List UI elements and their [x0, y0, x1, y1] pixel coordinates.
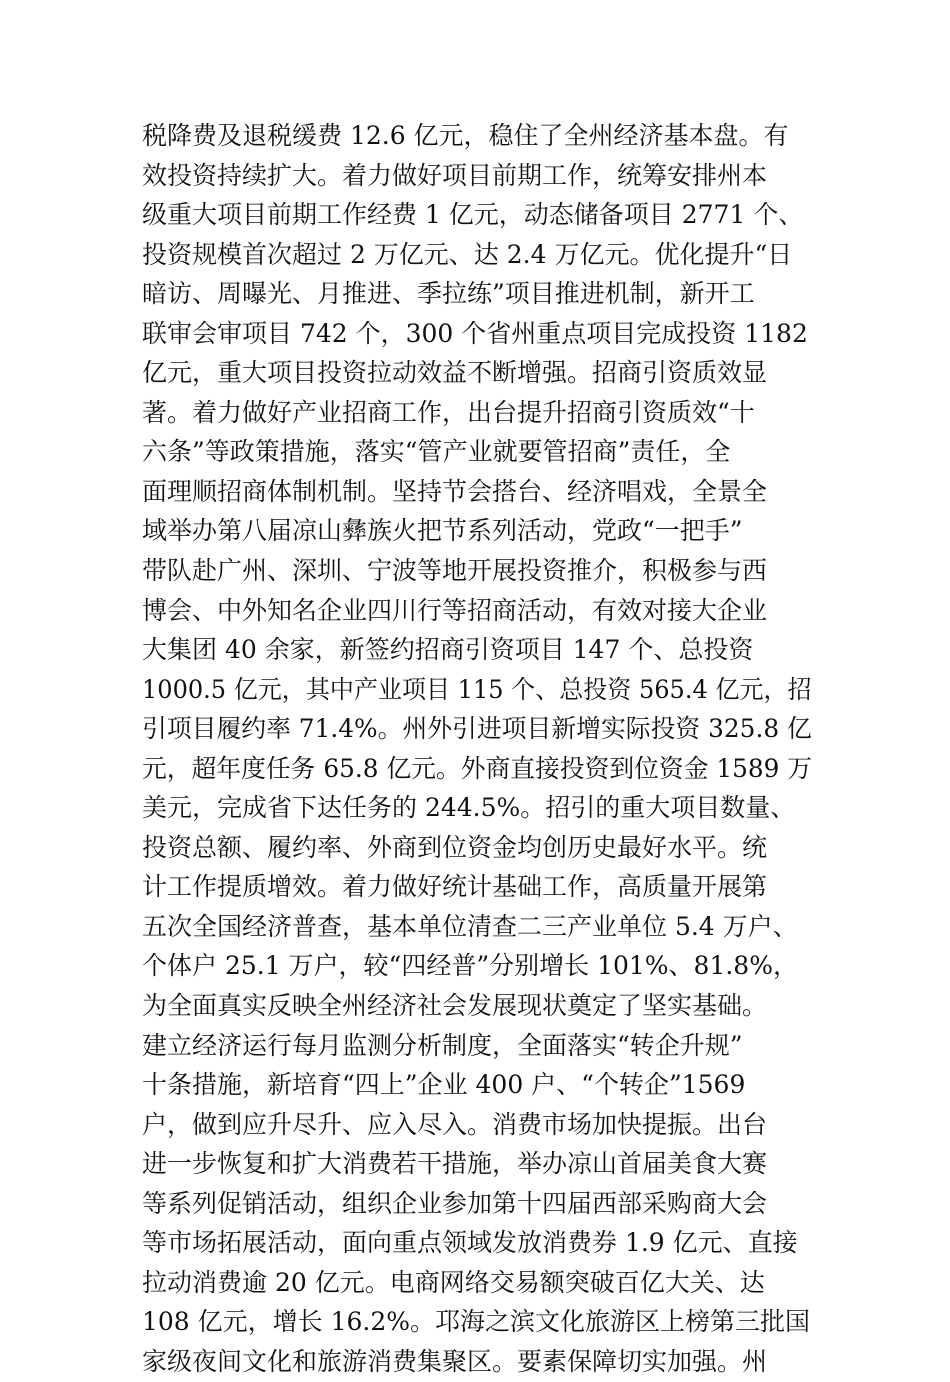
text-line: 投资总额、履约率、外商到位资金均创历史最好水平。统	[142, 832, 768, 862]
text-line: 亿元，重大项目投资拉动效益不断增强。招商引资质效显	[142, 358, 768, 388]
text-line: 大集团 40 余家，新签约招商引资项目 147 个、总投资	[142, 635, 754, 665]
text-line: 著。着力做好产业招商工作，出台提升招商引资质效“十	[142, 397, 755, 427]
text-line: 效投资持续扩大。着力做好项目前期工作，统筹安排州本	[142, 160, 768, 190]
text-line: 计工作提质增效。着力做好统计基础工作，高质量开展第	[142, 872, 768, 902]
text-line: 家级夜间文化和旅游消费集聚区。要素保障切实加强。州	[142, 1346, 768, 1376]
text-line: 进一步恢复和扩大消费若干措施，举办凉山首届美食大赛	[142, 1149, 768, 1179]
text-line: 等系列促销活动，组织企业参加第十四届西部采购商大会	[142, 1188, 768, 1218]
text-line: 引项目履约率 71.4%。州外引进项目新增实际投资 325.8 亿	[142, 714, 812, 744]
text-line: 投资规模首次超过 2 万亿元、达 2.4 万亿元。优化提升“日	[142, 239, 793, 269]
text-line: 美元，完成省下达任务的 244.5%。招引的重大项目数量、	[142, 793, 796, 823]
text-line: 108 亿元，增长 16.2%。邛海之滨文化旅游区上榜第三批国	[142, 1307, 811, 1337]
text-line: 1000.5 亿元，其中产业项目 115 个、总投资 565.4 亿元，招	[142, 674, 812, 704]
text-line: 博会、中外知名企业四川行等招商活动，有效对接大企业	[142, 595, 768, 625]
text-line: 六条”等政策措施，落实“管产业就要管招商”责任，全	[142, 437, 731, 467]
text-line: 等市场拓展活动，面向重点领域发放消费券 1.9 亿元、直接	[142, 1228, 798, 1258]
text-line: 户，做到应升尽升、应入尽入。消费市场加快提振。出台	[142, 1109, 768, 1139]
text-line: 税降费及退税缓费 12.6 亿元，稳住了全州经济基本盘。有	[142, 121, 789, 150]
body-paragraph	[142, 116, 812, 1382]
text-line: 带队赴广州、深圳、宁波等地开展投资推介，积极参与西	[142, 556, 768, 586]
text-line: 暗访、周曝光、月推进、季拉练”项目推进机制，新开工	[142, 279, 755, 309]
text-line: 个体户 25.1 万户，较“四经普”分别增长 101%、81.8%，	[142, 951, 798, 981]
text-line: 为全面真实反映全州经济社会发展现状奠定了坚实基础。	[142, 991, 768, 1021]
text-line: 拉动消费逾 20 亿元。电商网络交易额突破百亿大关、达	[142, 1267, 765, 1297]
text-line: 元，超年度任务 65.8 亿元。外商直接投资到位资金 1589 万	[142, 753, 813, 783]
text-line: 建立经济运行每月监测分析制度，全面落实“转企升规”	[142, 1030, 743, 1060]
text-line: 面理顺招商体制机制。坚持节会搭台、经济唱戏，全景全	[142, 476, 768, 506]
text-line: 五次全国经济普查，基本单位清查二三产业单位 5.4 万户、	[142, 911, 798, 941]
text-line: 域举办第八届凉山彝族火把节系列活动，党政“一把手”	[142, 516, 743, 546]
text-line: 十条措施，新培育“四上”企业 400 户、“个转企”1569	[142, 1070, 746, 1100]
text-line: 级重大项目前期工作经费 1 亿元，动态储备项目 2771 个、	[142, 200, 804, 230]
text-line: 联审会审项目 742 个，300 个省州重点项目完成投资 1182	[142, 318, 808, 348]
